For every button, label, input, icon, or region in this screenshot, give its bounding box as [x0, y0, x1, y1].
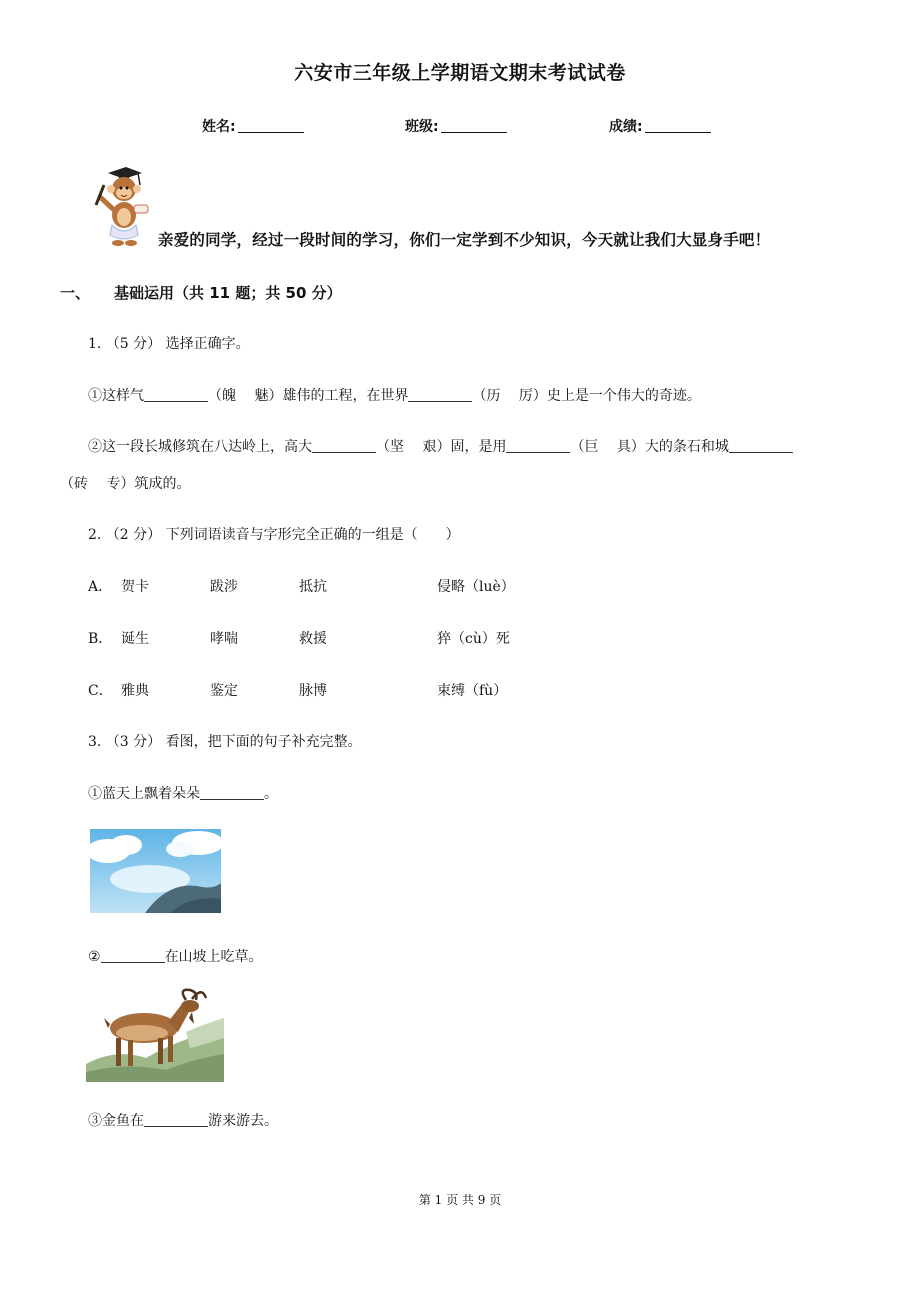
q3-s3-part-b: 游来游去。 — [208, 1113, 278, 1129]
q3-blank-3[interactable] — [144, 1112, 208, 1127]
option-c-word-1: 雅典 — [121, 683, 149, 699]
score-field[interactable] — [609, 116, 711, 136]
question-1-line-1 — [88, 385, 701, 405]
q3-s2-part-b: 在山坡上吃草。 — [164, 949, 263, 965]
question-1-line-3: （砖 专）筑成的。 — [60, 476, 191, 492]
option-c[interactable] — [0, 680, 920, 700]
q1-line2-part-a: ②这一段长城修筑在八达岭上，高大 — [88, 439, 312, 455]
option-a-word-4: 侵略（luè） — [437, 579, 515, 595]
q1-blank-1[interactable] — [144, 387, 208, 402]
score-label: 成绩: — [609, 119, 643, 135]
section-number: 一、 — [60, 284, 91, 302]
q3-s2-part-a: ② — [88, 949, 101, 965]
option-b-word-2: 哮喘 — [210, 631, 238, 647]
question-1-line-2 — [88, 436, 793, 456]
q1-line2-part-c: （巨 具）大的条石和城 — [570, 439, 729, 455]
option-b-word-3: 救援 — [299, 631, 327, 647]
q3-blank-1[interactable] — [200, 785, 264, 800]
option-a-word-1: 贺卡 — [121, 579, 149, 595]
question-3-stem: 3. （3 分） 看图，把下面的句子补充完整。 — [88, 734, 362, 750]
option-c-word-3: 脉博 — [299, 683, 327, 699]
option-a[interactable] — [0, 576, 920, 596]
sky-clouds-image — [90, 829, 221, 913]
q1-line1-part-b: （魄 魅）雄伟的工程，在世界 — [208, 388, 409, 404]
q1-line1-part-a: ①这样气 — [88, 388, 144, 404]
section-title: 基础运用（共 11 题；共 50 分） — [114, 284, 342, 302]
class-field[interactable] — [405, 116, 507, 136]
goat-on-hill-image — [86, 988, 224, 1082]
question-2-stem: 2. （2 分） 下列词语读音与字形完全正确的一组是（ ） — [88, 527, 460, 543]
question-3-sentence-2 — [88, 946, 263, 966]
page-title: 六安市三年级上学期语文期末考试试卷 — [294, 62, 626, 84]
greeting-text: 亲爱的同学，经过一段时间的学习，你们一定学到不少知识，今天就让我们大显身手吧！ — [158, 231, 771, 249]
option-a-word-3: 抵抗 — [299, 579, 327, 595]
q3-s3-part-a: ③金鱼在 — [88, 1113, 144, 1129]
option-c-word-2: 鉴定 — [210, 683, 238, 699]
class-label: 班级: — [405, 119, 439, 135]
q3-s1-part-a: ①蓝天上飘着朵朵 — [88, 786, 200, 802]
option-b-word-1: 诞生 — [121, 631, 149, 647]
q3-blank-2[interactable] — [101, 948, 165, 963]
class-blank[interactable] — [441, 118, 507, 133]
option-b-label: B． — [88, 631, 113, 647]
q1-blank-2[interactable] — [408, 387, 472, 402]
page-footer: 第 1 页 共 9 页 — [418, 1193, 502, 1207]
mascot-monkey-graduate-image — [86, 165, 152, 247]
q1-blank-4[interactable] — [506, 438, 570, 453]
option-c-label: C． — [88, 683, 113, 699]
name-label: 姓名: — [202, 119, 236, 135]
name-field[interactable] — [202, 116, 304, 136]
q1-line2-part-b: （坚 艰）固，是用 — [376, 439, 507, 455]
option-b-word-4: 猝（cù）死 — [437, 631, 510, 647]
section-heading — [60, 282, 342, 303]
question-1-stem: 1. （5 分） 选择正确字。 — [88, 336, 250, 352]
q1-line1-part-c: （历 厉）史上是一个伟大的奇迹。 — [472, 388, 701, 404]
name-blank[interactable] — [238, 118, 304, 133]
option-a-word-2: 跋涉 — [210, 579, 238, 595]
question-3-sentence-3 — [88, 1110, 278, 1130]
score-blank[interactable] — [645, 118, 711, 133]
question-3-sentence-1 — [88, 783, 278, 803]
option-c-word-4: 束缚（fù） — [437, 683, 508, 699]
option-a-label: A． — [88, 579, 113, 595]
q1-blank-5[interactable] — [729, 438, 793, 453]
option-b[interactable] — [0, 628, 920, 648]
q3-s1-part-b: 。 — [264, 786, 278, 802]
q1-blank-3[interactable] — [312, 438, 376, 453]
